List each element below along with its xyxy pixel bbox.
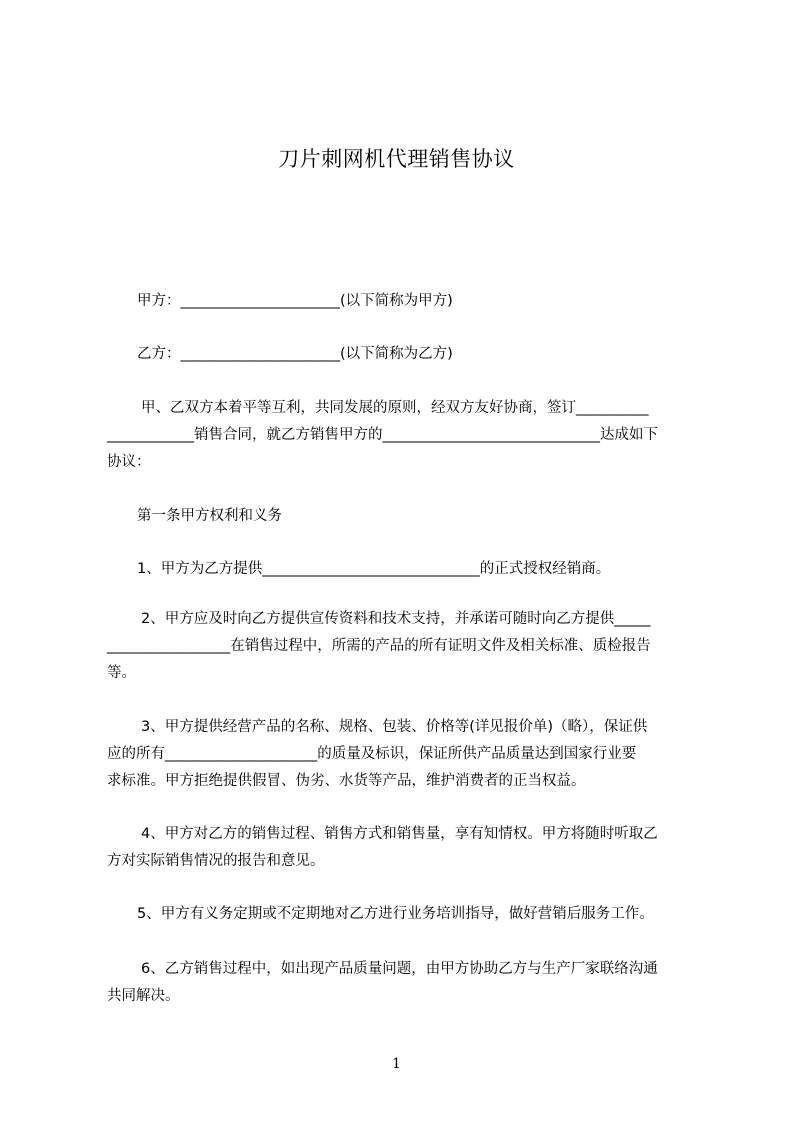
party-a-line: 甲方：______________________(以下简称为甲方) [137, 293, 453, 309]
clause-1: 1、甲方为乙方提供______________________________的正式授权经销商。 [137, 561, 611, 577]
clause-4-line-2: 方对实际销售情况的报告和意见。 [107, 853, 325, 869]
intro-line-3: 协议： [107, 454, 151, 470]
section-1-heading: 第一条甲方权利和义务 [137, 508, 282, 524]
clause-6-line-1: 6、乙方销售过程中，如出现产品质量问题，由甲方协助乙方与生产厂家联络沟通 [141, 961, 658, 977]
clause-5: 5、甲方有义务定期或不定期地对乙方进行业务培训指导，做好营销后服务工作。 [137, 906, 654, 922]
clause-6-line-2: 共同解决。 [107, 988, 180, 1004]
intro-line-1: 甲、乙双方本着平等互利，共同发展的原则，经双方友好协商，签订__________ [141, 400, 649, 416]
page-number: 1 [392, 1056, 401, 1072]
clause-4-line-1: 4、甲方对乙方的销售过程、销售方式和销售量，享有知情权。甲方将随时听取乙 [141, 826, 658, 842]
party-b-line: 乙方：______________________(以下简称为乙方) [137, 346, 453, 362]
clause-3-line-1: 3、甲方提供经营产品的名称、规格、包装、价格等(详见报价单)（略），保证供 [141, 719, 648, 735]
intro-line-2: ____________销售合同，就乙方销售甲方的______________________________达成如下 [107, 427, 658, 443]
clause-2-line-2: _________________在销售过程中，所需的产品的所有证明文件及相关标准、质检报告 [107, 638, 651, 654]
document-title: 刀片刺网机代理销售协议 [278, 147, 515, 171]
clause-3-line-2: 应的所有_____________________的质量及标识，保证所供产品质量达到国家行业要 [107, 746, 637, 762]
clause-3-line-3: 求标准。甲方拒绝提供假冒、伪劣、水货等产品，维护消费者的正当权益。 [107, 773, 586, 789]
clause-2-line-1: 2、甲方应及时向乙方提供宣传资料和技术支持，并承诺可随时向乙方提供_____ [141, 611, 651, 627]
clause-2-line-3: 等。 [107, 665, 136, 681]
